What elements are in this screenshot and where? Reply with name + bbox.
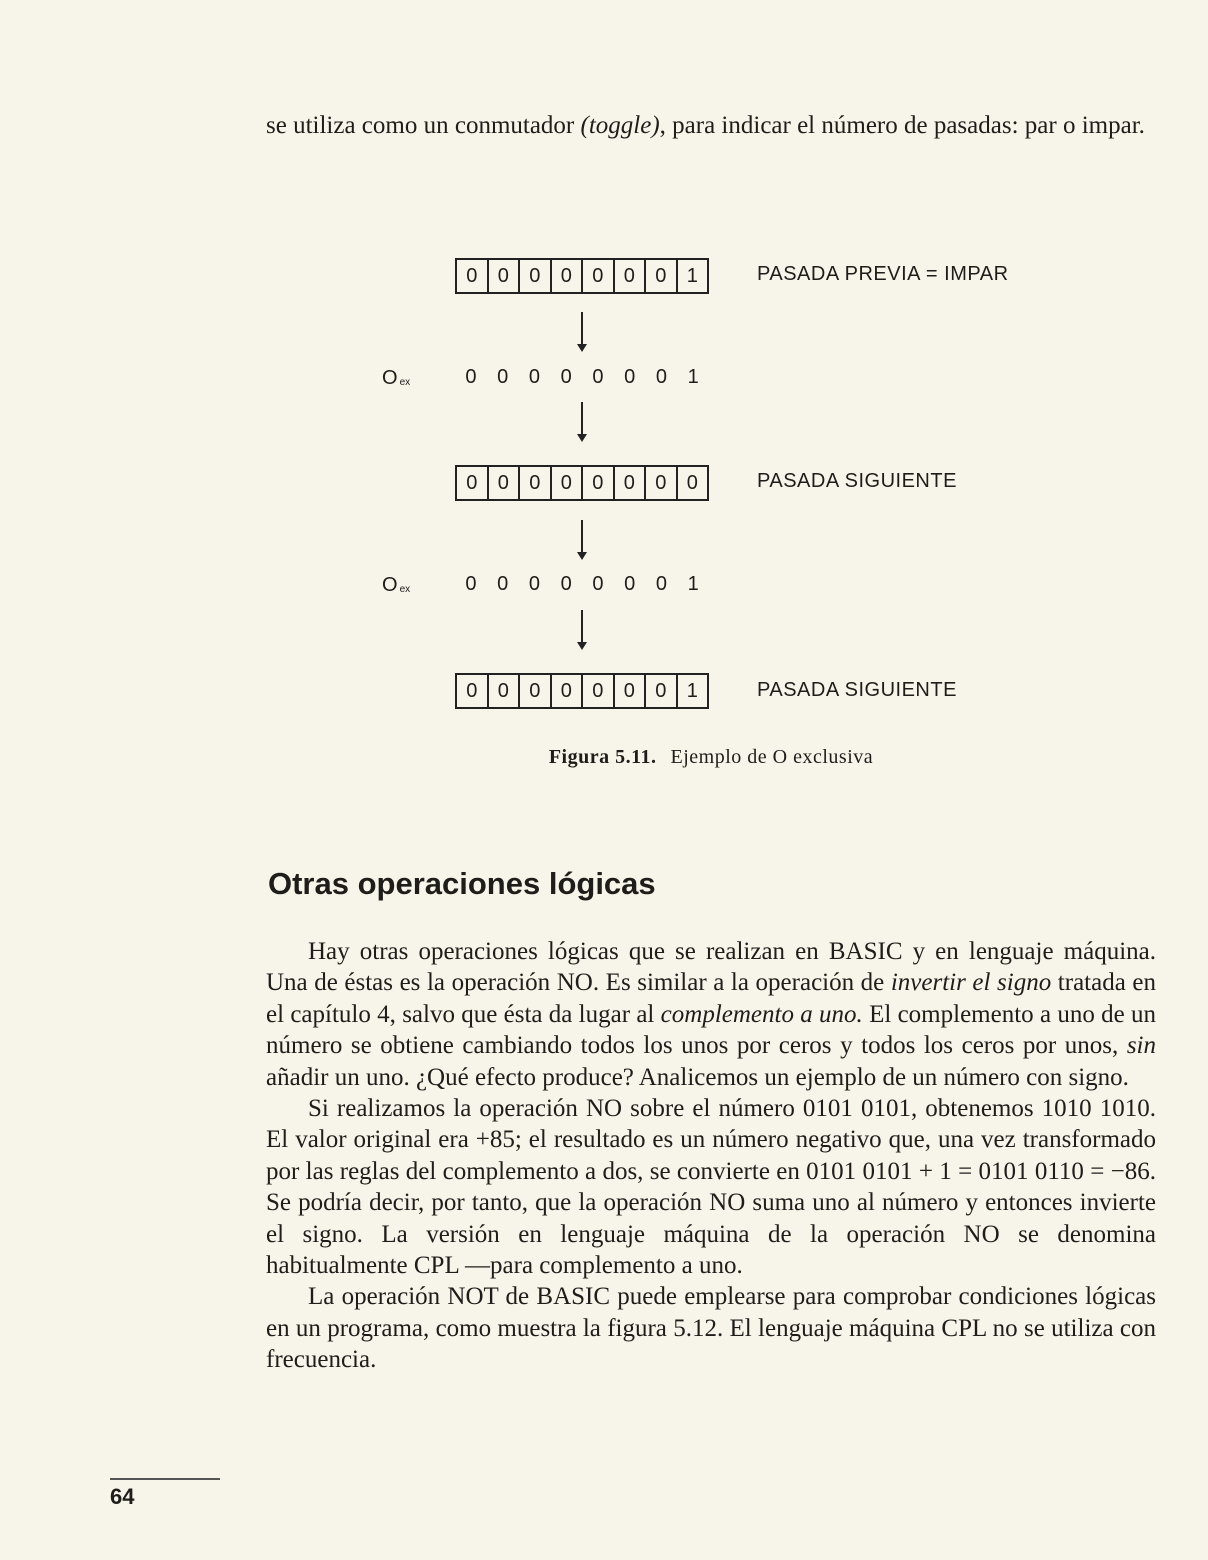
mask-bit: 0 xyxy=(465,573,477,595)
bit-cell: 0 xyxy=(583,467,615,499)
figure-caption xyxy=(0,746,1208,769)
down-arrow-icon xyxy=(581,402,583,440)
xor-mask-row xyxy=(455,573,709,603)
mask-bit: 0 xyxy=(528,366,540,388)
register-label-previous: PASADA PREVIA = IMPAR xyxy=(757,263,1009,285)
mask-bit: 0 xyxy=(560,366,572,388)
p1-text-b: tratada en el capítulo 4, salvo que ésta da lugar al xyxy=(266,969,1156,1028)
bit-cell: 0 xyxy=(686,471,698,494)
down-arrow-icon xyxy=(581,610,583,648)
bit-cell: 0 xyxy=(552,260,584,292)
mask-bit: 0 xyxy=(592,366,604,388)
mask-bit: 0 xyxy=(624,366,636,388)
down-arrow-icon xyxy=(581,312,583,350)
xor-op: O xyxy=(382,367,398,389)
intro-italic: (toggle) xyxy=(580,112,660,139)
caption-text: Ejemplo de O exclusiva xyxy=(670,746,874,768)
register-label-next-2: PASADA SIGUIENTE xyxy=(757,679,957,701)
register-label-next-1: PASADA SIGUIENTE xyxy=(757,470,957,492)
paragraph-1 xyxy=(266,936,1156,1093)
xor-operator-label xyxy=(382,367,410,390)
mask-bit: 0 xyxy=(465,366,477,388)
register-previous xyxy=(455,258,709,294)
section-body xyxy=(266,936,1156,1376)
bit-cell: 0 xyxy=(520,467,552,499)
bit-cell: 0 xyxy=(552,467,584,499)
bit-cell: 0 xyxy=(520,675,552,707)
bit-cell: 1 xyxy=(686,679,698,702)
bit-cell: 0 xyxy=(489,675,521,707)
paragraph-3: La operación NOT de BASIC puede emplearse para comprobar condiciones lógicas en un programa, como muestra la figura 5.12. El lenguaje máquina CPL no se utiliza con frecuencia. xyxy=(266,1283,1156,1374)
section-heading: Otras operaciones lógicas xyxy=(268,866,656,901)
p1-italic-a: invertir el signo xyxy=(890,969,1052,997)
mask-bit: 0 xyxy=(528,573,540,595)
bit-cell: 0 xyxy=(457,260,489,292)
register-next-2 xyxy=(455,673,709,709)
mask-bit: 0 xyxy=(497,573,509,595)
bit-cell: 0 xyxy=(615,675,647,707)
bit-cell: 0 xyxy=(615,467,647,499)
mask-bit: 0 xyxy=(624,573,636,595)
mask-bit: 0 xyxy=(655,366,667,388)
xor-op: O xyxy=(382,574,398,596)
intro-text: se utiliza como un conmutador xyxy=(266,112,581,139)
intro-text-end: , para indicar el número de pasadas: par o impar. xyxy=(659,112,1145,139)
down-arrow-icon xyxy=(581,520,583,558)
bit-cell: 0 xyxy=(457,467,489,499)
xor-sub: ex xyxy=(399,584,411,595)
register-next-1 xyxy=(455,465,709,501)
bit-cell: 0 xyxy=(489,260,521,292)
xor-mask-row xyxy=(455,366,709,396)
p1-text-a: Hay otras operaciones lógicas que se realizan en BASIC y en lenguaje máquina. Una de éstas es la operación NO. Es similar a la operación de xyxy=(266,938,1156,997)
xor-sub: ex xyxy=(399,377,411,388)
bit-cell: 0 xyxy=(583,260,615,292)
mask-bit: 0 xyxy=(592,573,604,595)
bit-cell: 0 xyxy=(489,467,521,499)
bit-cell: 0 xyxy=(520,260,552,292)
bit-cell: 1 xyxy=(686,264,698,287)
xor-operator-label xyxy=(382,574,410,597)
p1-italic-c: sin xyxy=(1126,1032,1156,1060)
caption-label: Figura 5.11. xyxy=(548,746,657,768)
bit-cell: 0 xyxy=(583,675,615,707)
bit-cell: 0 xyxy=(646,467,678,499)
mask-bit: 1 xyxy=(687,366,699,388)
p1-text-d: añadir un uno. ¿Qué efecto produce? Analicemos un ejemplo de un número con signo. xyxy=(266,1063,1129,1091)
page-number: 64 xyxy=(110,1484,135,1509)
bit-cell: 0 xyxy=(615,260,647,292)
bit-cell: 0 xyxy=(552,675,584,707)
mask-bit: 0 xyxy=(655,573,667,595)
bit-cell: 0 xyxy=(646,675,678,707)
mask-bit: 1 xyxy=(687,573,699,595)
p1-italic-b: complemento a uno. xyxy=(660,1000,863,1028)
footer-rule xyxy=(110,1478,220,1480)
mask-bit: 0 xyxy=(560,573,572,595)
paragraph-2: Si realizamos la operación NO sobre el número 0101 0101, obtenemos 1010 1010. El valor original era +85; el resultado es un número negativo que, una vez transformado por las reglas del complemento a dos, se convierte en 0101 0101 + 1 = 0101 0110 = −86. Se podría decir, por tanto, que la operación NO suma uno al número y entonces invierte el signo. La versión en lenguaje máquina de la operación NO se denomina habitualmente CPL —para complemento a uno. xyxy=(266,1095,1156,1280)
p1-text-c: El complemento a uno de un número se obtiene cambiando todos los unos por ceros y todos los ceros por unos, xyxy=(266,1000,1157,1060)
mask-bit: 0 xyxy=(497,366,509,388)
bit-cell: 0 xyxy=(457,675,489,707)
bit-cell: 0 xyxy=(646,260,678,292)
